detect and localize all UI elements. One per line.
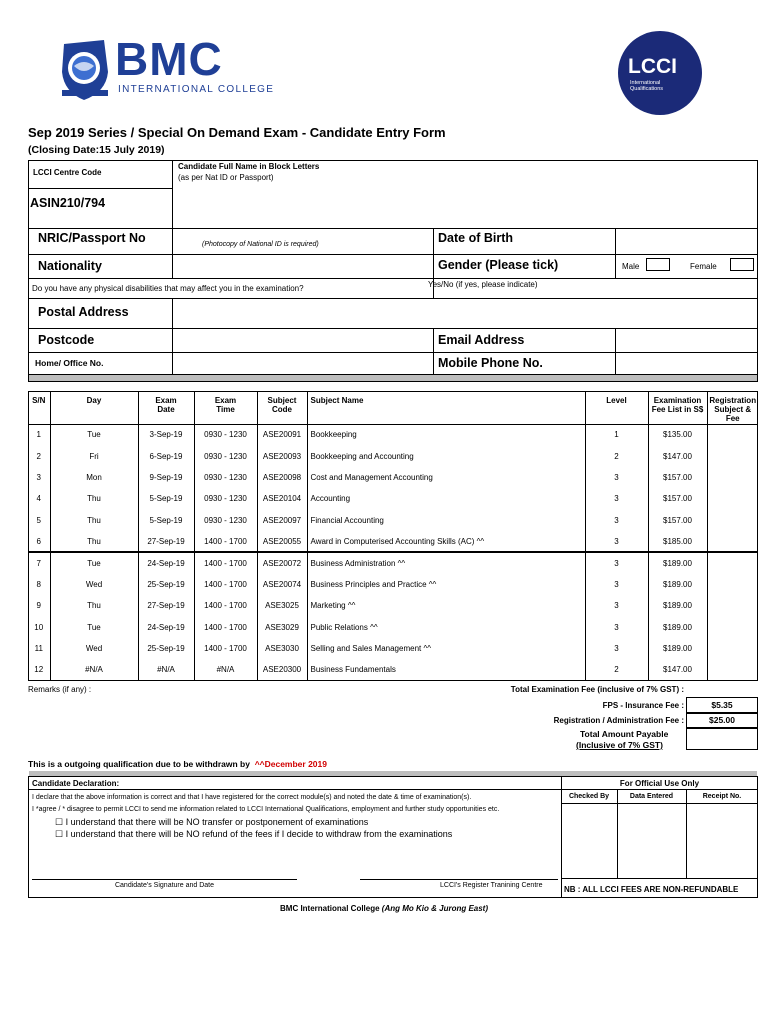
bmc-subtitle: INTERNATIONAL COLLEGE: [118, 84, 275, 95]
male-checkbox[interactable]: [646, 258, 670, 271]
cell-fee: $189.00: [648, 617, 707, 638]
cell-level: 3: [585, 531, 648, 552]
reg-admin-value: $25.00: [709, 715, 735, 725]
gender-label: Gender (Please tick): [438, 258, 559, 272]
cell-code: ASE20072: [257, 552, 307, 573]
postal-label: Postal Address: [38, 305, 129, 319]
checkbox-icon[interactable]: ☐: [55, 817, 64, 827]
female-checkbox[interactable]: [730, 258, 754, 271]
col-sn: S/N: [28, 391, 50, 424]
cell-day: Tue: [50, 424, 138, 445]
cell-sn: 5: [28, 510, 50, 531]
table-row: [28, 595, 758, 616]
cell-fee: $185.00: [648, 531, 707, 552]
declaration-line-2: I *agree / * disagree to permit LCCI to send me information related to LCCI International Qualifications, employment and further study opportunities etc.: [32, 806, 500, 813]
registration-cell[interactable]: [707, 659, 758, 680]
closing-date: (Closing Date:15 July 2019): [28, 144, 165, 156]
cell-day: Thu: [50, 488, 138, 509]
cell-code: ASE3025: [257, 595, 307, 616]
cell-time: 0930 - 1230: [194, 424, 257, 445]
col-day: Day: [50, 391, 138, 424]
cell-day: Mon: [50, 467, 138, 488]
registration-cell[interactable]: [707, 617, 758, 638]
full-name-sublabel: (as per Nat ID or Passport): [178, 173, 274, 182]
bmc-initials: BMC: [115, 33, 223, 85]
cell-fee: $189.00: [648, 638, 707, 659]
data-entered-label: Data Entered: [629, 793, 674, 800]
registration-cell[interactable]: [707, 424, 758, 445]
registration-cell[interactable]: [707, 638, 758, 659]
mobile-field[interactable]: [616, 353, 757, 373]
cell-fee: $135.00: [648, 424, 707, 445]
register-centre-label: LCCI's Register Tranining Centre: [440, 882, 543, 889]
cell-day: Wed: [50, 574, 138, 595]
cell-fee: $147.00: [648, 445, 707, 466]
cell-time: 0930 - 1230: [194, 445, 257, 466]
cell-name: Accounting: [307, 488, 585, 509]
table-row: [28, 574, 758, 595]
cell-fee: $189.00: [648, 595, 707, 616]
cell-level: 3: [585, 574, 648, 595]
table-row: [28, 552, 758, 573]
cell-time: 1400 - 1700: [194, 574, 257, 595]
cell-date: 9-Sep-19: [138, 467, 194, 488]
form-title: Sep 2019 Series / Special On Demand Exam - Candidate Entry Form: [28, 125, 446, 140]
cell-code: ASE3030: [257, 638, 307, 659]
cell-name: Selling and Sales Management ^^: [307, 638, 585, 659]
col-exam-time: Exam Time: [194, 391, 257, 424]
cell-date: 27-Sep-19: [138, 531, 194, 552]
cell-code: ASE20097: [257, 510, 307, 531]
table-row: [28, 445, 758, 466]
nationality-label: Nationality: [38, 259, 102, 273]
total-payable-field[interactable]: [686, 728, 758, 750]
cell-sn: 3: [28, 467, 50, 488]
cell-code: ASE20098: [257, 467, 307, 488]
centre-code-value: ASIN210/794: [30, 196, 106, 210]
cell-fee: $189.00: [648, 574, 707, 595]
table-row: [28, 467, 758, 488]
cell-code: ASE20300: [257, 659, 307, 680]
signature-field[interactable]: [32, 850, 297, 878]
cell-name: Business Administration ^^: [307, 552, 585, 573]
cell-sn: 9: [28, 595, 50, 616]
withdrawal-notice: This is a outgoing qualification due to be withdrawn by ^^December 2019: [28, 759, 327, 769]
cell-level: 3: [585, 467, 648, 488]
cell-level: 1: [585, 424, 648, 445]
table-row: [28, 424, 758, 445]
cell-day: Thu: [50, 510, 138, 531]
cell-sn: 6: [28, 531, 50, 552]
cell-date: 6-Sep-19: [138, 445, 194, 466]
cell-day: Fri: [50, 445, 138, 466]
cell-fee: $157.00: [648, 488, 707, 509]
footer-college: BMC International College (Ang Mo Kio & Jurong East): [280, 904, 489, 913]
declaration-bullet-2: ☐ I understand that there will be NO refund of the fees if I decide to withdraw from the examinations: [55, 829, 453, 839]
nric-field[interactable]: [173, 229, 432, 253]
table-row: [28, 510, 758, 531]
col-level: Level: [585, 391, 648, 424]
cell-name: Business Fundamentals: [307, 659, 585, 680]
cell-sn: 7: [28, 552, 50, 573]
cell-level: 2: [585, 445, 648, 466]
postcode-label: Postcode: [38, 333, 95, 347]
disability-question: Do you have any physical disabilities that may affect you in the examination?: [32, 284, 304, 293]
cell-sn: 4: [28, 488, 50, 509]
cell-time: 1400 - 1700: [194, 638, 257, 659]
cell-sn: 11: [28, 638, 50, 659]
cell-date: 5-Sep-19: [138, 488, 194, 509]
signature-label: Candidate's Signature and Date: [114, 882, 214, 889]
cell-name: Business Principles and Practice ^^: [307, 574, 585, 595]
cell-day: Thu: [50, 531, 138, 552]
cell-level: 3: [585, 510, 648, 531]
table-row: [28, 659, 758, 680]
cell-time: 0930 - 1230: [194, 510, 257, 531]
declaration-title: Candidate Declaration:: [32, 779, 120, 788]
dob-label: Date of Birth: [438, 231, 513, 245]
fps-value: $5.35: [711, 700, 733, 710]
cell-code: ASE20104: [257, 488, 307, 509]
col-exam-date: Exam Date: [138, 391, 194, 424]
cell-level: 3: [585, 638, 648, 659]
cell-sn: 12: [28, 659, 50, 680]
cell-fee: $157.00: [648, 467, 707, 488]
cell-sn: 1: [28, 424, 50, 445]
cell-date: 5-Sep-19: [138, 510, 194, 531]
declaration-line-1: I declare that the above information is correct and that I have registered for the correct module(s) and noted the date & time of examination(s).: [32, 794, 472, 801]
registration-cell[interactable]: [707, 552, 758, 573]
total-exam-fee-label: Total Examination Fee (inclusive of 7% GST) :: [510, 685, 684, 694]
cell-level: 3: [585, 595, 648, 616]
registration-cell[interactable]: [707, 467, 758, 488]
cell-day: Thu: [50, 595, 138, 616]
table-row: [28, 531, 758, 552]
cell-date: 3-Sep-19: [138, 424, 194, 445]
centre-code-label: LCCI Centre Code: [33, 168, 102, 177]
total-payable-sub: (Inclusive of 7% GST): [576, 740, 663, 750]
cell-level: 3: [585, 552, 648, 573]
postal-field[interactable]: [173, 299, 757, 327]
cell-fee: $157.00: [648, 510, 707, 531]
disability-hint: Yes/No (if yes, please indicate): [428, 280, 538, 289]
table-row: [28, 638, 758, 659]
cell-name: Financial Accounting: [307, 510, 585, 531]
cell-time: 1400 - 1700: [194, 595, 257, 616]
lcci-logo: [615, 28, 705, 118]
cell-time: 0930 - 1230: [194, 467, 257, 488]
cell-day: Tue: [50, 552, 138, 573]
table-row: [28, 617, 758, 638]
home-office-label: Home/ Office No.: [35, 358, 104, 368]
registration-cell[interactable]: [707, 531, 758, 552]
receipt-no-label: Receipt No.: [702, 793, 742, 800]
email-field[interactable]: [616, 329, 757, 351]
table-row: [28, 488, 758, 509]
cell-level: 3: [585, 488, 648, 509]
cell-time: #N/A: [194, 659, 257, 680]
cell-code: ASE20074: [257, 574, 307, 595]
home-office-field[interactable]: [173, 353, 432, 373]
cell-date: 24-Sep-19: [138, 552, 194, 573]
cell-name: Bookkeeping and Accounting: [307, 445, 585, 466]
table-header-row: [28, 391, 758, 424]
disability-field[interactable]: [434, 279, 757, 297]
cell-code: ASE3029: [257, 617, 307, 638]
dob-field[interactable]: [616, 229, 757, 253]
full-name-label: Candidate Full Name in Block Letters: [178, 162, 320, 171]
col-subject-name: Subject Name: [307, 391, 585, 424]
cell-code: ASE20091: [257, 424, 307, 445]
photocopy-note: (Photocopy of National ID is required): [202, 241, 319, 248]
subject-table: [28, 391, 758, 681]
postcode-field[interactable]: [173, 329, 432, 351]
official-use-title: For Official Use Only: [619, 779, 700, 788]
full-name-field[interactable]: [173, 161, 757, 227]
cell-code: ASE20093: [257, 445, 307, 466]
nationality-field[interactable]: [173, 255, 432, 277]
cell-name: Marketing ^^: [307, 595, 585, 616]
cell-name: Award in Computerised Accounting Skills (AC) ^^: [307, 531, 585, 552]
cell-day: Tue: [50, 617, 138, 638]
reg-admin-label: Registration / Administration Fee :: [553, 716, 684, 725]
cell-time: 1400 - 1700: [194, 617, 257, 638]
cell-sn: 10: [28, 617, 50, 638]
cell-date: 24-Sep-19: [138, 617, 194, 638]
email-label: Email Address: [438, 333, 525, 347]
cell-fee: $189.00: [648, 552, 707, 573]
registration-cell[interactable]: [707, 510, 758, 531]
cell-time: 1400 - 1700: [194, 552, 257, 573]
cell-code: ASE20055: [257, 531, 307, 552]
col-fee: Examination Fee List in S$: [648, 391, 707, 424]
registration-cell[interactable]: [707, 595, 758, 616]
registration-cell[interactable]: [707, 445, 758, 466]
remarks-label: Remarks (if any) :: [28, 685, 92, 694]
nric-label: NRIC/Passport No: [38, 231, 146, 245]
cell-fee: $147.00: [648, 659, 707, 680]
declaration-bullet-1: ☐ I understand that there will be NO transfer or postponement of examinations: [55, 817, 369, 827]
lcci-logo-text: LCCI: [628, 55, 677, 78]
cell-day: #N/A: [50, 659, 138, 680]
cell-level: 2: [585, 659, 648, 680]
non-refundable-note: NB : ALL LCCI FEES ARE NON-REFUNDABLE: [564, 885, 739, 894]
cell-time: 1400 - 1700: [194, 531, 257, 552]
withdrawal-date: ^^December 2019: [254, 759, 327, 769]
cell-time: 0930 - 1230: [194, 488, 257, 509]
cell-name: Bookkeeping: [307, 424, 585, 445]
cell-sn: 2: [28, 445, 50, 466]
registration-cell[interactable]: [707, 488, 758, 509]
lcci-logo-sub: International Qualifications: [630, 80, 664, 92]
cell-day: Wed: [50, 638, 138, 659]
cell-date: 25-Sep-19: [138, 638, 194, 659]
bmc-logo: [60, 33, 275, 106]
col-registration: Registration Subject & Fee: [707, 391, 758, 424]
col-subject-code: Subject Code: [257, 391, 307, 424]
cell-sn: 8: [28, 574, 50, 595]
total-payable-label: Total Amount Payable: [580, 729, 669, 739]
footer-locations: (Ang Mo Kio & Jurong East): [381, 904, 489, 913]
checkbox-icon[interactable]: ☐: [55, 829, 64, 839]
male-label: Male: [622, 262, 640, 271]
cell-date: #N/A: [138, 659, 194, 680]
female-label: Female: [690, 262, 717, 271]
checked-by-label: Checked By: [568, 793, 610, 800]
cell-level: 3: [585, 617, 648, 638]
cell-name: Public Relations ^^: [307, 617, 585, 638]
mobile-label: Mobile Phone No.: [438, 356, 543, 370]
cell-name: Cost and Management Accounting: [307, 467, 585, 488]
registration-cell[interactable]: [707, 574, 758, 595]
cell-date: 27-Sep-19: [138, 595, 194, 616]
cell-date: 25-Sep-19: [138, 574, 194, 595]
fps-label: FPS - Insurance Fee :: [602, 701, 684, 710]
